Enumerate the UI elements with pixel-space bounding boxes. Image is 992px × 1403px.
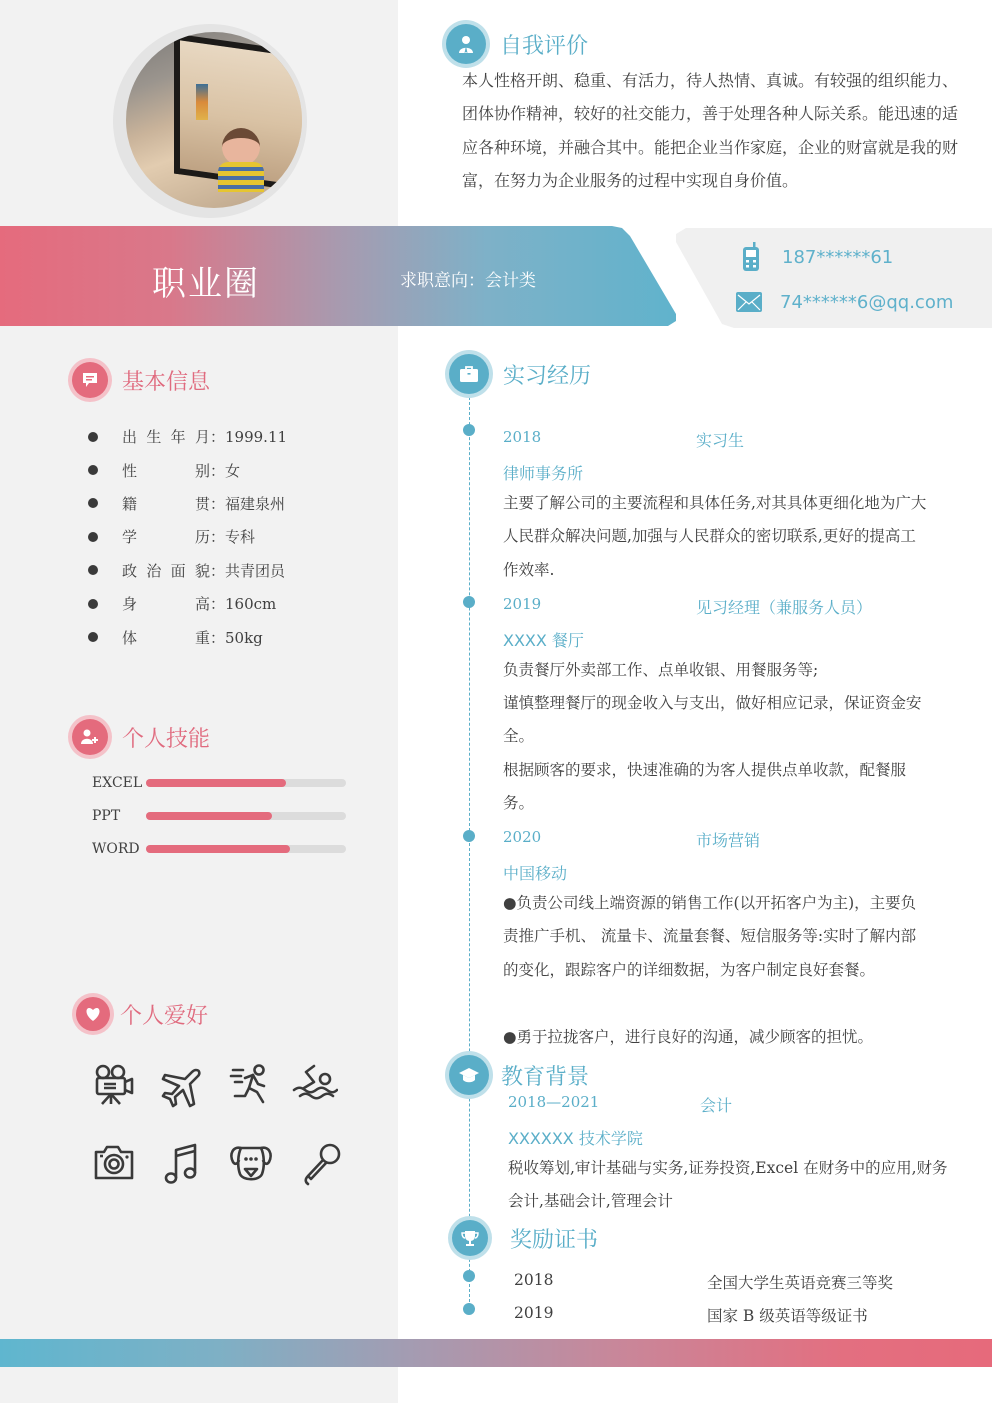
job-role: 见习经理（兼服务人员） [696,598,873,617]
info-item-hometown: 籍 贯 ：福建泉州 [88,487,287,520]
phone-number: 187******61 [782,246,894,268]
skill-excel [92,775,346,791]
job-role: 市场营销 [696,831,761,850]
section-title: 实习经历 [503,363,592,389]
trophy-icon [452,1220,488,1256]
timeline-dot [463,1270,475,1282]
hobbies-header [76,997,208,1031]
skill-bar [146,812,346,820]
job-role: 实习生 [696,431,745,450]
self-eval-header [446,24,588,64]
email-address: 74******6@qq.com [780,291,954,313]
award-year: 2018 [514,1271,554,1289]
info-item-education: 学 历 ：专科 [88,520,287,553]
info-item-weight: 体 重 ：50kg [88,620,287,653]
job-description-line: ●负责公司线上端资源的销售工作(以开拓客户为主)，主要负责推广手机、 流量卡、流量套餐、短信服务等:实时了解内部的变化，跟踪客户的详细数据，为客户制定良好套餐。 [503,894,917,979]
info-value: ：专科 [210,528,256,547]
header-banner [0,226,676,326]
info-item-gender: 性 别 ：女 [88,453,287,486]
avatar-poster [196,84,208,120]
job-year: 2020 [503,828,542,846]
user-icon [446,24,486,64]
movie-camera-icon [92,1062,138,1108]
swimming-icon [292,1062,338,1108]
skill-bar-fill [146,779,286,787]
job-description-line: 负责餐厅外卖部工作、点单收银、用餐服务等; [503,661,819,679]
info-item-height: 身 高 ：160cm [88,587,287,620]
camera-icon [92,1140,138,1186]
bullet-icon [88,465,98,475]
bullet-icon [88,632,98,642]
education-period: 2018—2021 [508,1093,600,1111]
education-school: XXXXXX 技术学院 [508,1129,643,1148]
avatar [126,32,302,208]
timeline-dot [463,1303,475,1315]
award-name: 国家 B 级英语等级证书 [707,1307,868,1325]
bullet-icon [88,532,98,542]
section-title: 奖励证书 [510,1227,599,1253]
award-year: 2019 [514,1304,554,1322]
contact-email [736,287,953,317]
skill-bar-fill [146,812,272,820]
music-note-icon [160,1140,206,1186]
contact-phone [738,242,893,272]
award-name: 全国大学生英语竞赛三等奖 [707,1274,894,1292]
info-item-political: 政 治 面 貌 ：共青团员 [88,554,287,587]
section-title: 教育背景 [501,1064,590,1090]
basic-info-header [72,362,210,398]
airplane-icon [158,1066,204,1112]
timeline-dot [463,424,475,436]
skills-header [72,719,210,755]
heart-icon [76,997,110,1031]
info-value: ：福建泉州 [210,494,286,513]
job-description-line: ●勇于拉拢客户，进行良好的沟通，减少顾客的担忧。 [503,1028,874,1046]
job-year: 2018 [503,428,542,446]
job-company: XXXX 餐厅 [503,631,584,650]
skill-name: PPT [92,808,121,824]
microphone-icon [300,1140,346,1186]
info-value: ：1999.11 [210,428,288,447]
internship-header [449,354,591,394]
phone-icon [738,242,764,272]
graduation-cap-icon [449,1055,489,1095]
dog-icon [228,1140,274,1186]
skill-name: WORD [92,841,140,857]
briefcase-icon [449,354,489,394]
bullet-icon [88,498,98,508]
awards-header [452,1220,598,1256]
info-value: ：160cm [210,595,277,614]
education-header [449,1055,589,1095]
skill-ppt [92,808,346,824]
timeline-dot [463,596,475,608]
envelope-icon [736,287,762,317]
skill-bar [146,845,346,853]
basic-info-list [88,420,287,654]
job-description: 主要了解公司的主要流程和具体任务,对其具体更细化地为广大人民群众解决问题,加强与人民群众的密切联系,更好的提高工作效率. [503,494,927,579]
bottom-gradient-bar [0,1339,992,1367]
job-company: 中国移动 [503,864,568,883]
chat-bubble-icon [72,362,108,398]
info-item-birth: 出 生 年 月 ：1999.11 [88,420,287,453]
section-title: 个人技能 [122,726,211,752]
info-value: ：女 [210,461,241,480]
job-description-line: 谨慎整理餐厅的现金收入与支出，做好相应记录，保证资金安全。 [503,694,922,746]
avatar-character-body [218,162,264,192]
skill-word [92,841,346,857]
bullet-icon [88,599,98,609]
job-intent: 求职意向：会计类 [400,271,536,291]
info-value: ：50kg [210,628,263,647]
job-description-line: 根据顾客的要求，快速准确的为客人提供点单收款，配餐服务。 [503,761,907,813]
section-title: 基本信息 [122,369,211,395]
skill-bar-fill [146,845,290,853]
self-eval-text: 本人性格开朗、稳重、有活力，待人热情、真诚。有较强的组织能力、团体协作精神，较好的社交能力，善于处理各种人际关系。能迅速的适应各种环境，并融合其中。能把企业当作家庭，企业的财富就是我的财富，在努力为企业服务的过程中实现自身价值。 [462,71,959,191]
bullet-icon [88,432,98,442]
section-title: 个人爱好 [120,1003,209,1029]
info-value: ：共青团员 [210,561,286,580]
running-icon [229,1062,275,1108]
timeline-dot [463,830,475,842]
job-company: 律师事务所 [503,464,584,483]
skill-name: EXCEL [92,775,143,791]
name-title: 职业圈 [152,264,260,304]
skill-bar [146,779,346,787]
add-user-icon [72,719,108,755]
education-courses: 税收筹划,审计基础与实务,证券投资,Excel 在财务中的应用,财务会计,基础会计,管理会计 [508,1159,948,1211]
timeline-line [469,392,470,1312]
section-title: 自我评价 [500,33,589,59]
education-major: 会计 [700,1096,733,1115]
bullet-icon [88,565,98,575]
avatar-character-head [222,128,260,166]
job-year: 2019 [503,595,542,613]
